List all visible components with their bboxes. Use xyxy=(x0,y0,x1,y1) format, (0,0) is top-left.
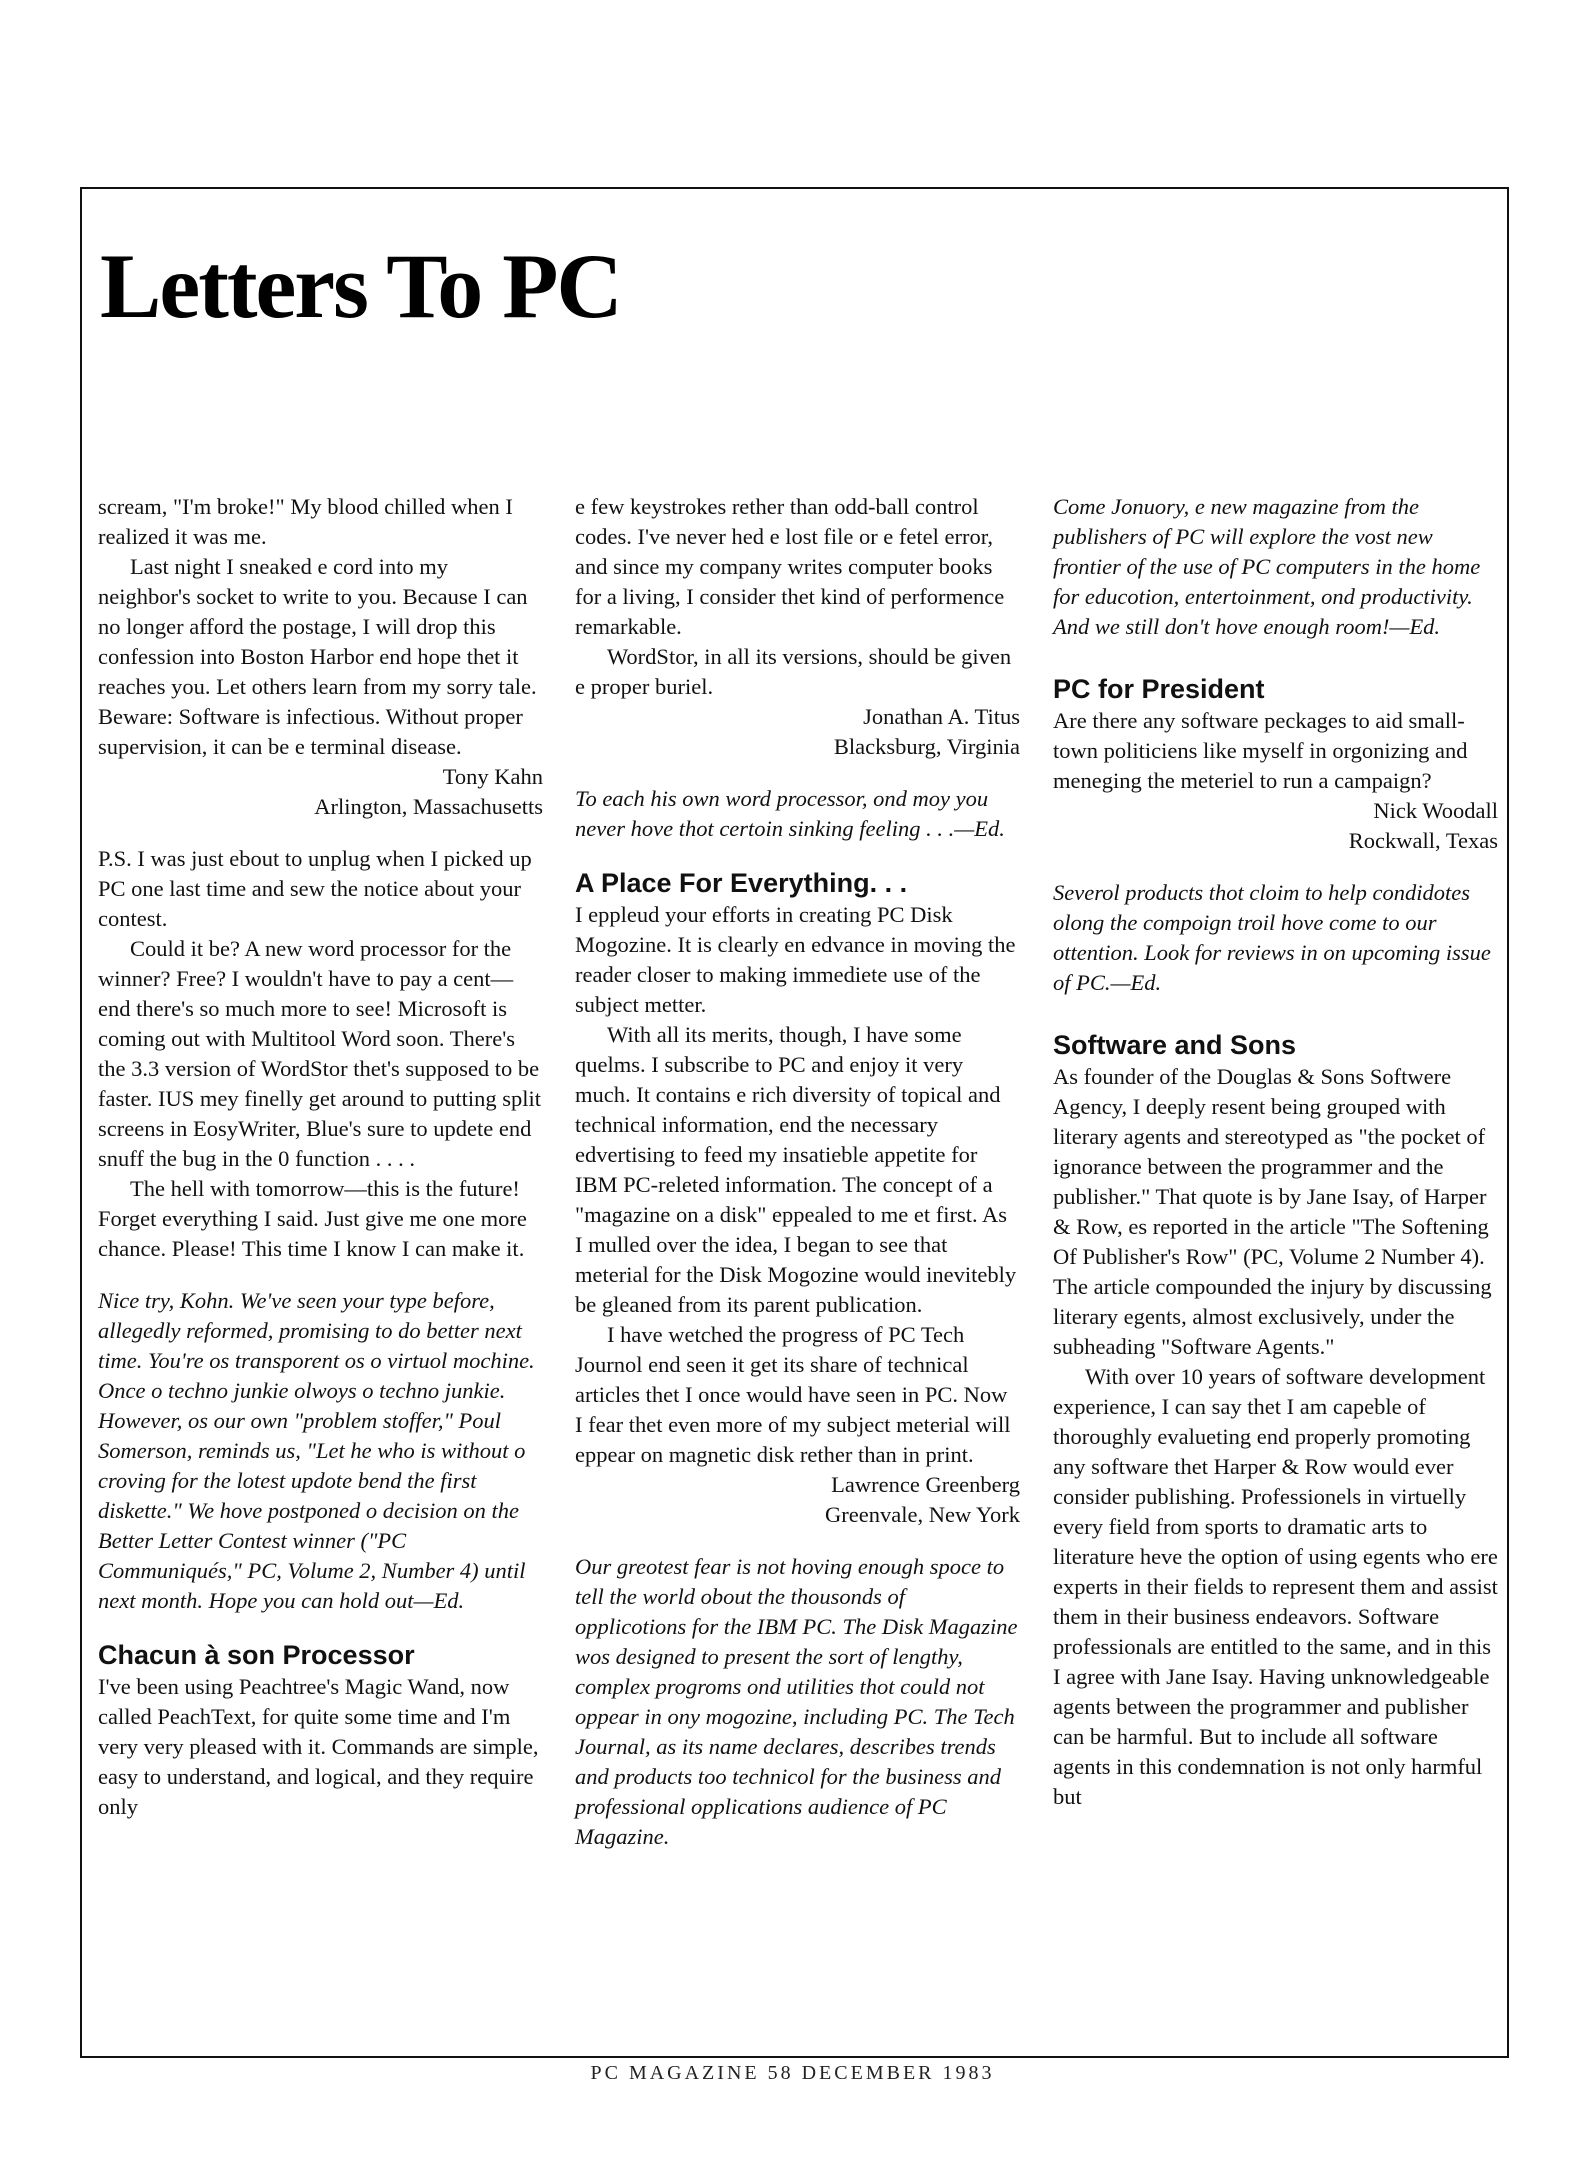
letter-text: I have wetched the progress of PC Tech Journol end seen it get its share of technical articles thet I once would have seen in PC. Now I fear thet even more of my subject meterial will eppear on magnetic disk rether than in print. xyxy=(575,1322,1011,1467)
letter-text: With all its merits, though, I have some quelms. I subscribe to PC and enjoy it very much. It contains e rich diversity of topical and technical information, end the necessary edvertising to feed my insatieble appetite for IBM PC-releted information. The concept of a "magazine on a disk" eppealed to me et first. As I mulled over the idea, I began to see that meterial for the Disk Mogozine would inevitebly be gleaned from its parent publication. xyxy=(575,1022,1017,1317)
letter-text: With over 10 years of software development experience, I can say thet I am capeble of thoroughly evalueting end properly promoting any software thet Harper & Row would ever consider publishing. Professionels in virtuelly every field from sports to dramatic arts to literature heve the option of using egents who ere experts in their fields to represent them and assist them in their business endeavors. Software professionals are entitled to the same, and in this I agree with Jane Isay. Having unknowledgeable agents between the programmer and publisher can be harmful. But to include all software agents in this condemnation is not only harmful but xyxy=(1053,1364,1498,1809)
column-3 xyxy=(1053,492,1498,1812)
column-2 xyxy=(575,492,1020,1852)
section-heading: Chacun à son Processor xyxy=(98,1640,415,1670)
signature-name: Jonathan A. Titus xyxy=(863,704,1020,729)
letter-text: Last night I sneaked e cord into my neighbor's socket to write to you. Because I can no longer afford the postage, I will drop this confession into Boston Harbor end hope thet it reaches you. Let others learn from my sorry tale. Beware: Software is infectious. Without proper supervision, it can be e terminal disease. xyxy=(98,554,537,759)
editor-reply: Our greotest fear is not hoving enough spoce to tell the world obout the thousonds of opplicotions for the IBM PC. The Disk Magazine wos designed to present the sort of lengthy, complex progroms ond utilities thot could not oppear in ony mogozine, including PC. The Tech Journal, as its name declares, describes trends and products too technicol for the business and professional opplications audience of PC Magazine. xyxy=(575,1554,1018,1849)
letter-text: Could it be? A new word processor for the winner? Free? I wouldn't have to pay a cent—end there's so much more to see! Microsoft is coming out with Multitool Word soon. There's the 3.3 version of WordStor thet's supposed to be faster. IUS mey finelly get around to putting split screens in EosyWriter, Blue's sure to updete end snuff the bug in the 0 function . . . . xyxy=(98,936,542,1171)
section-heading: Software and Sons xyxy=(1053,1030,1297,1060)
signature-name: Lawrence Greenberg xyxy=(831,1472,1020,1497)
section-heading: PC for President xyxy=(1053,674,1265,704)
signature-place: Arlington, Massachusetts xyxy=(314,794,543,819)
column-1 xyxy=(98,492,543,1822)
signature-name: Nick Woodall xyxy=(1373,798,1498,823)
letter-text: Are there any software peckages to aid small-town politiciens like myself in orgonizing and meneging the meteriel to run a campaign? xyxy=(1053,708,1468,793)
signature-place: Greenvale, New York xyxy=(825,1502,1020,1527)
section-heading: A Place For Everything. . . xyxy=(575,868,908,898)
signature-name: Tony Kahn xyxy=(442,764,543,789)
letter-text: The hell with tomorrow—this is the future! Forget everything I said. Just give me one more chance. Please! This time I know I can make it. xyxy=(98,1176,527,1261)
letter-text: As founder of the Douglas & Sons Softwere Agency, I deeply resent being grouped with literary agents and stereotyped as "the pocket of ignorance between the programmer and the publisher." That quote is by Jane Isay, of Harper & Row, es reported in the article "The Softening Of Publisher's Row" (PC, Volume 2 Number 4). The article compounded the injury by discussing literary egents, almost exclusively, under the subheading "Software Agents." xyxy=(1053,1064,1492,1359)
letter-text: I eppleud your efforts in creating PC Disk Mogozine. It is clearly en edvance in moving the reader closer to making immediete use of the subject metter. xyxy=(575,902,1016,1017)
letter-text: I've been using Peachtree's Magic Wand, now called PeachText, for quite some time and I'm very very pleased with it. Commands are simple, easy to understand, and logical, and they require only xyxy=(98,1674,539,1819)
signature-place: Blacksburg, Virginia xyxy=(833,734,1020,759)
editor-reply: Come Jonuory, e new magazine from the publishers of PC will explore the vost new frontier of the use of PC computers in the home for educotion, entertoinment, ond productivity. And we still don't hove enough room!—Ed. xyxy=(1053,494,1481,639)
letter-text: P.S. I was just ebout to unplug when I picked up PC one last time and sew the notice about your contest. xyxy=(98,846,532,931)
page-title: Letters To PC xyxy=(100,235,621,337)
letter-text: WordStor, in all its versions, should be given e proper buriel. xyxy=(575,644,1012,699)
signature-place: Rockwall, Texas xyxy=(1348,828,1498,853)
page-footer: PC MAGAZINE 58 DECEMBER 1983 xyxy=(590,2062,995,2084)
editor-reply: Severol products thot cloim to help condidotes olong the compoign troil hove come to our ottention. Look for reviews in on upcoming issue of PC.—Ed. xyxy=(1053,880,1491,995)
letter-text: e few keystrokes rether than odd-ball control codes. I've never hed e lost file or e fetel error, and since my company writes computer books for a living, I consider thet kind of performence remarkable. xyxy=(575,494,1005,639)
letter-text: scream, "I'm broke!" My blood chilled when I realized it was me. xyxy=(98,494,513,549)
editor-reply: Nice try, Kohn. We've seen your type before, allegedly reformed, promising to do better next time. You're os transporent os o virtuol mochine. Once o techno junkie olwoys o techno junkie. However, os our own "problem stoffer," Poul Somerson, reminds us, "Let he who is without o croving for the lotest updote bend the first diskette." We hove postponed o decision on the Better Letter Contest winner ("PC Communiqués," PC, Volume 2, Number 4) until next month. Hope you can hold out—Ed. xyxy=(98,1288,535,1613)
editor-reply: To each his own word processor, ond moy you never hove thot certoin sinking feeling . . .—Ed. xyxy=(575,786,1005,841)
